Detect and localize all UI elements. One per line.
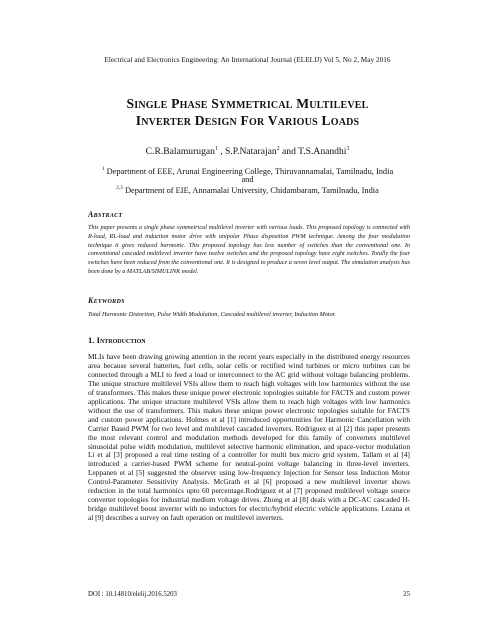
author-1: C.R.Balamurugan bbox=[145, 146, 215, 158]
author-3: and T.S.Anandhi bbox=[279, 146, 347, 158]
affiliation-and: and bbox=[241, 175, 254, 184]
keywords-text: Total Harmonic Distortion, Pulse Width Modulation, Cascaded multilevel inverter, Induction Motor. bbox=[88, 311, 336, 318]
affiliation-2 bbox=[60, 183, 435, 196]
introduction-heading: 1. Introduction bbox=[88, 335, 146, 345]
affiliation-2-sup: 2,3 bbox=[116, 185, 123, 191]
affiliation-1-sup: 1 bbox=[101, 166, 105, 172]
author-3-sup: 3 bbox=[346, 146, 350, 152]
abstract-text: This paper presents a single phase symmetrical multilevel inverter with various loads. This proposed topology is connected with R-load, RL-load and induction motor drive with unipolar Phase disposition PWM technique. Among the four modulation technique it gives reduced harmonic. This proposed topology has less number of switches than the conventional one. In conventional cascaded multilevel inverter have twelve switches and the proposed topology have eight switches. Totally the four switches have been reduced from the conventional one. It is designed to produce a seven level output. The simulation analysis has been done by a MATLAB/SIMULINK model. bbox=[88, 224, 410, 275]
introduction-text: MLIs have been drawing growing attention in the recent years especially in the distributed energy resources area because several batteries, fuel cells, solar cells or rectified wind turbines or micro turbines can be connected through a MLI to feed a load or interconnect to the AC grid without voltage balancing problems. The unique structure multilevel VSIs allow them to reach high voltages with low harmonics without the use of transformers. This makes these unique power electronic topologies suitable for FACTS and custom power applications. The unique structure multilevel VSIs allow them to reach high voltages with low harmonics without the use of transformers. This makes these unique power electronic topologies suitable for FACTS and custom power applications. Holmes et al [1] introduced opportunities for Harmonic Cancellation with Carrier Based PWM for two level and multilevel cascaded inverters. Rodriguez et al [2] this paper presents the most relevant control and modulation methods developed for this family of converters multilevel sinusoidal pulse width modulation, multilevel selective harmonic elimination, and space-vector modulation Li et al [3] proposed a real time testing of a controller for multi bus micro grid system. Tallam et al [4] introduced a carrier-based PWM scheme for neutral-point voltage balancing in three-level inverters. Leppanen et al [5] suggested the observer using low-frequency Injection for Sensor less Induction Motor Control-Parameter Sensitivity Analysis. McGrath et al [6] proposed a new multilevel inverter shows reduction in the total harmonics upto 60 percentage.Rodriguez et al [7] proposed multilevel voltage source converter topologies for industrial medium voltage drives. Zhong et al [8] deals with a DC-AC cascaded H-bridge multilevel boost inverter with no inductors for electric/hybrid electric vehicle applications. Lezana et al [9] describes a survey on fault operation on multilevel inverters. bbox=[88, 352, 410, 523]
author-2: , S.P.Natarajan bbox=[217, 146, 277, 158]
affiliation-2-text: Department of EIE, Annamalai University, Chidambaram, Tamilnadu, India bbox=[122, 185, 379, 195]
title-line-2: Inverter Design For Various Loads bbox=[135, 113, 360, 128]
paper-title bbox=[40, 95, 455, 129]
keywords-heading: Keywords bbox=[88, 296, 125, 305]
author-1-sup: 1 bbox=[214, 146, 218, 152]
title-line-1: Single Phase Symmetrical Multilevel bbox=[126, 96, 369, 111]
footer-doi: DOI : 10.14810/elelij.2016.5203 bbox=[88, 591, 177, 598]
abstract-heading: Abstract bbox=[88, 210, 123, 219]
page-number: 25 bbox=[403, 591, 410, 598]
affiliation-1-text: Department of EEE, Arunai Engineering College, Thiruvannamalai, Tamilnadu, India bbox=[104, 166, 394, 176]
author-2-sup: 2 bbox=[276, 146, 280, 152]
journal-header: Electrical and Electronics Engineering: An International Journal (ELELIJ) Vol 5, No 2, May 2016 bbox=[104, 56, 391, 64]
author-list bbox=[0, 146, 495, 157]
